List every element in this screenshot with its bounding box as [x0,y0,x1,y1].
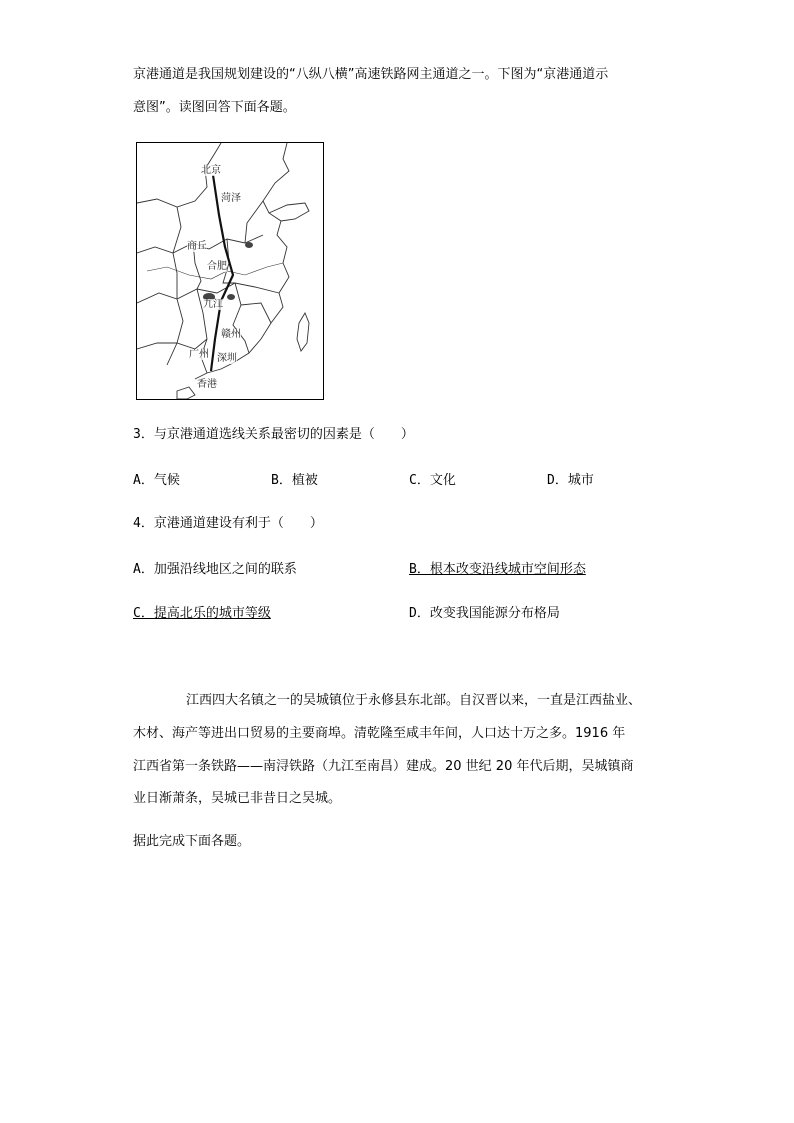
q3-option-a: A．气候 [133,473,180,488]
map-label-hongkong: 香港 [197,379,217,390]
q4-option-a: A．加强沿线地区之间的联系 [133,562,297,577]
q3-option-d: D．城市 [547,473,594,488]
q4-option-d: D．改变我国能源分布格局 [409,606,560,621]
lake-2 [227,294,235,300]
hainan-island [177,387,195,399]
map-label-shangqiu: 商丘 [187,241,207,252]
map-label-guangzhou: 广州 [189,349,209,360]
q3-option-c: C．文化 [409,473,456,488]
q4-stem: 4．京港通道建设有利于（ ） [133,516,323,531]
province-border-9 [241,303,271,323]
q4-option-b: B．根本改变沿线城市空间形态 [409,562,586,577]
province-border-7 [245,201,263,243]
passage-line-3: 江西省第一条铁路——南浔铁路（九江至南昌）建成。20 世纪 20 年代后期，吴城镇商 [133,759,634,774]
jinggang-corridor-map [136,142,324,400]
lake-3 [245,242,253,248]
province-border-4 [167,207,183,365]
map-label-hefei: 合肥 [207,261,227,272]
passage-line-2: 木材、海产等进出口贸易的主要商埠。清乾隆至咸丰年间，人口达十万之多。1916 年 [133,726,626,741]
map-label-beijing: 北京 [201,165,221,176]
taiwan-island [297,313,309,351]
map-label-shenzhen: 深圳 [217,353,237,364]
q4-option-c: C．提高北乐的城市等级 [133,606,271,621]
intro-line-2: 意图”。读图回答下面各题。 [133,100,296,115]
q3-stem: 3．与京港通道选线关系最密切的因素是（ ） [133,427,414,442]
map-label-ganzhou: 赣州 [221,329,241,340]
map-label-heze: 菏泽 [221,193,241,204]
passage-line-4: 业日渐萧条，吴城已非昔日之吴城。 [133,791,342,806]
railway-route [211,175,233,371]
instruction: 据此完成下面各题。 [133,834,251,849]
q3-option-b: B．植被 [271,473,318,488]
shandong-peninsula [269,203,309,221]
map-label-jiujiang: 九江 [203,299,223,310]
province-border-8 [137,339,207,349]
intro-line-1: 京港通道是我国规划建设的“八纵八横”高速铁路网主通道之一。下图为“京港通道示 [133,67,609,82]
passage-line-1: 江西四大名镇之一的吴城镇位于永修县东北部。自汉晋以来，一直是江西盐业、 [186,693,642,708]
